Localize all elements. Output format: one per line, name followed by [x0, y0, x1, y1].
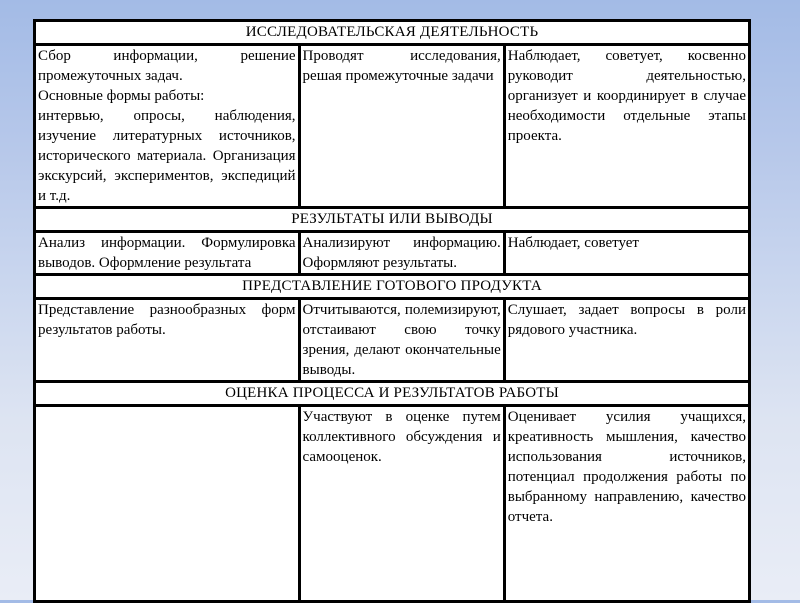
section-header-row — [35, 21, 750, 45]
table-row — [35, 299, 750, 382]
cell-text: Проводят исследования, решая промежуточные задачи — [302, 48, 501, 84]
cell-students — [299, 406, 504, 602]
cell-text: Оценивает усилия учащихся, креативность мышления, качество использования источников, потенциал продолжения работы по выбранному направлению, качество отчета. — [507, 409, 746, 525]
table-row — [35, 406, 750, 602]
section-header-row — [35, 382, 750, 406]
cell-text: Слушает, задает вопросы в роли рядового участника. — [507, 302, 746, 338]
section-header-evaluation: ОЦЕНКА ПРОЦЕССА И РЕЗУЛЬТАТОВ РАБОТЫ — [35, 382, 750, 406]
cell-students-group-empty — [35, 406, 300, 602]
cell-text: Наблюдает, советует — [507, 235, 639, 251]
cell-teacher — [504, 232, 749, 275]
section-header-row — [35, 208, 750, 232]
cell-teacher — [504, 406, 749, 602]
cell-students — [299, 232, 504, 275]
cell-text: Анализ информации. Формулировка выводов. Оформление результата — [38, 235, 296, 271]
section-header-research: ИССЛЕДОВАТЕЛЬСКАЯ ДЕЯТЕЛЬНОСТЬ — [35, 21, 750, 45]
cell-teacher — [504, 45, 749, 208]
activity-table — [33, 19, 751, 603]
cell-text: Сбор информации, решение промежуточных задач. — [38, 48, 296, 84]
cell-text: Представление разнообразных форм результатов работы. — [38, 302, 296, 338]
cell-students-group — [35, 45, 300, 208]
table-row — [35, 45, 750, 208]
section-header-results: РЕЗУЛЬТАТЫ ИЛИ ВЫВОДЫ — [35, 208, 750, 232]
cell-text: интервью, опросы, наблюдения, изучение литературных источников, исторического материала. Организация экскурсий, экспериментов, экспедиций и т.д. — [38, 108, 296, 204]
cell-text: Анализируют информацию. Оформляют результаты. — [302, 235, 501, 271]
cell-students-group — [35, 299, 300, 382]
cell-text: Основные формы работы: — [38, 88, 205, 104]
cell-students — [299, 299, 504, 382]
section-header-presentation: ПРЕДСТАВЛЕНИЕ ГОТОВОГО ПРОДУКТА — [35, 275, 750, 299]
cell-students-group — [35, 232, 300, 275]
cell-text: Участвуют в оценке путем коллективного обсуждения и самооценок. — [302, 409, 501, 465]
table-row — [35, 232, 750, 275]
cell-teacher — [504, 299, 749, 382]
cell-text: Наблюдает, советует, косвенно руководит деятельностью, организует и координирует в случае необходимости отдельные этапы проекта. — [507, 48, 746, 144]
cell-text: Отчитываются, полемизируют, отстаивают свою точку зрения, делают окончательные выводы. — [302, 302, 501, 378]
cell-students — [299, 45, 504, 208]
section-header-row — [35, 275, 750, 299]
